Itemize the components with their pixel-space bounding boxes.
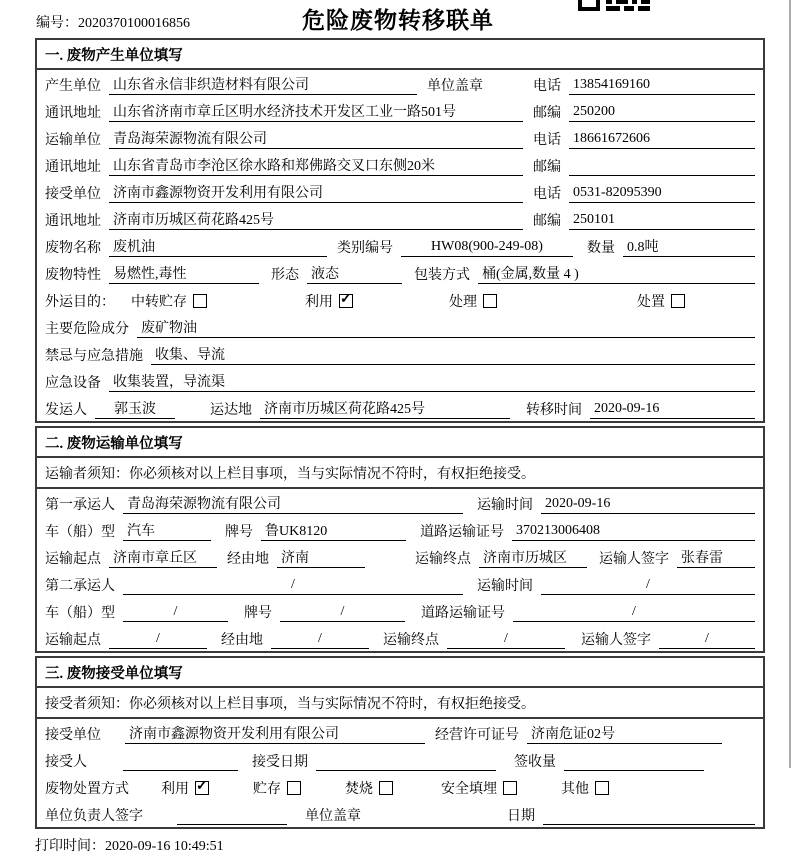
row-first-carrier: [37, 489, 763, 516]
producer-unit-label: 产生单位: [45, 79, 101, 94]
route-via-label: 经由地: [221, 633, 263, 648]
form-value: 液态: [307, 263, 402, 284]
disposal-option-other: [561, 778, 609, 798]
checkbox-icon: [193, 294, 207, 308]
row-route-2: [37, 624, 763, 651]
checkbox-label: 利用: [161, 782, 189, 797]
disposal-option-utilize: [161, 778, 209, 798]
checkbox-label: 处置: [637, 295, 665, 310]
row-precautions: [37, 340, 763, 367]
route-start-value: 济南市章丘区: [109, 547, 217, 568]
print-time: [35, 835, 796, 855]
second-transport-time-value: /: [541, 577, 755, 595]
responsible-signature-label: 单位负责人签字: [45, 809, 143, 824]
disposal-option-landfill: [441, 778, 517, 798]
waste-name-value: 废机油: [109, 236, 327, 257]
unit-seal-label: 单位盖章: [305, 809, 361, 824]
checkbox-icon: [195, 781, 209, 795]
row-receiving-unit: [37, 719, 763, 746]
checkbox-icon: [595, 781, 609, 795]
print-time-label: 打印时间：: [35, 839, 105, 854]
row-waste-name: [37, 232, 763, 259]
responsible-signature-value: [177, 807, 287, 825]
main-hazard-label: 主要危险成分: [45, 322, 129, 337]
packaging-label: 包装方式: [414, 268, 470, 283]
operating-license-value: 济南危证02号: [527, 723, 722, 744]
phone-label: 电话: [533, 79, 561, 94]
destination-value: 济南市历城区荷花路425号: [260, 398, 510, 419]
second-carrier-label: 第二承运人: [45, 579, 115, 594]
transport-time-value: 2020-09-16: [541, 496, 755, 514]
date-label: 日期: [507, 809, 535, 824]
manifest-number-value: 2020370100016856: [78, 16, 190, 31]
transfer-time-value: 2020-09-16: [590, 401, 755, 419]
zip-label: 邮编: [533, 214, 561, 229]
checkbox-label: 处理: [449, 295, 477, 310]
qr-code-partial-icon: [578, 0, 656, 11]
checkbox-icon: [379, 781, 393, 795]
carrier-signature-2-value: /: [659, 631, 755, 649]
checkbox-icon: [671, 294, 685, 308]
row-shipper: [37, 394, 763, 421]
carrier-signature-label: 运输人签字: [581, 633, 651, 648]
zip-label: 邮编: [533, 160, 561, 175]
quantity-value: 0.8吨: [623, 236, 755, 257]
document-header: [0, 0, 796, 38]
purpose-option-dispose: [637, 291, 685, 311]
plate-label: 牌号: [244, 606, 272, 621]
row-waste-properties: [37, 259, 763, 286]
receive-zip-value: 250101: [569, 212, 755, 230]
date-value: [543, 807, 755, 825]
receiving-unit-label: 接受单位: [45, 728, 101, 743]
row-transfer-purpose: [37, 286, 763, 313]
checkbox-label: 焚烧: [345, 782, 373, 797]
second-carrier-value: /: [123, 577, 463, 595]
transport-phone-value: 18661672606: [569, 131, 755, 149]
checkbox-icon: [503, 781, 517, 795]
transport-time-label: 运输时间: [477, 579, 533, 594]
row-receive-address: [37, 205, 763, 232]
vehicle-type-label: 车（船）型: [45, 525, 115, 540]
section-receiver: [35, 656, 765, 829]
route-via-label: 经由地: [227, 552, 269, 567]
received-quantity-label: 签收量: [514, 755, 556, 770]
transporter-notice: 运输者须知：你必须核对以上栏目事项，当与实际情况不符时，有权拒绝接受。: [37, 458, 763, 489]
transfer-purpose-label: 外运目的：: [45, 295, 115, 310]
row-producer-address: [37, 97, 763, 124]
vehicle-type-2-value: /: [123, 604, 228, 622]
producer-phone-value: 13854169160: [569, 77, 755, 95]
packaging-value: 桶(金属,数量 4 ): [478, 263, 755, 284]
row-vehicle-2: [37, 597, 763, 624]
route-start-label: 运输起点: [45, 552, 101, 567]
form-label: 形态: [271, 268, 299, 283]
row-responsible-signature: [37, 800, 763, 827]
first-carrier-value: 青岛海荣源物流有限公司: [123, 493, 463, 514]
row-producer-unit: [37, 70, 763, 97]
checkbox-icon: [287, 781, 301, 795]
route-start-label: 运输起点: [45, 633, 101, 648]
row-route-1: [37, 543, 763, 570]
zip-label: 邮编: [533, 106, 561, 121]
waste-properties-label: 废物特性: [45, 268, 101, 283]
disposal-method-label: 废物处置方式: [45, 782, 129, 797]
checkbox-label: 中转贮存: [131, 295, 187, 310]
row-transport-address: [37, 151, 763, 178]
route-via-value: 济南: [277, 547, 365, 568]
section-transporter: [35, 426, 765, 653]
row-main-hazard: [37, 313, 763, 340]
acceptor-label: 接受人: [45, 755, 87, 770]
manifest-number-label: 编号：: [36, 16, 78, 31]
plate-value: 鲁UK8120: [261, 520, 406, 541]
row-disposal-method: [37, 773, 763, 800]
vehicle-type-value: 汽车: [123, 520, 211, 541]
transport-unit-value: 青岛海荣源物流有限公司: [109, 128, 523, 149]
road-license-label: 道路运输证号: [420, 525, 504, 540]
category-code-label: 类别编号: [337, 241, 393, 256]
route-end-label: 运输终点: [383, 633, 439, 648]
quantity-label: 数量: [587, 241, 615, 256]
address-label: 通讯地址: [45, 106, 101, 121]
purpose-option-transfer-storage: [131, 291, 207, 311]
disposal-option-storage: [253, 778, 301, 798]
checkbox-label: 其他: [561, 782, 589, 797]
row-acceptor: [37, 746, 763, 773]
transport-address-value: 山东省青岛市李沧区徐水路和郑佛路交叉口东侧20米: [109, 155, 523, 176]
emergency-equipment-value: 收集装置，导流渠: [109, 371, 755, 392]
row-vehicle-1: [37, 516, 763, 543]
checkbox-icon: [483, 294, 497, 308]
route-start-2-value: /: [109, 631, 207, 649]
print-time-value: 2020-09-16 10:49:51: [105, 839, 224, 854]
section-receiver-header: 三. 废物接受单位填写: [37, 658, 763, 688]
row-emergency-equipment: [37, 367, 763, 394]
transfer-time-label: 转移时间: [526, 403, 582, 418]
road-license-2-value: /: [513, 604, 755, 622]
phone-label: 电话: [533, 187, 561, 202]
receive-unit-value: 济南市鑫源物资开发利用有限公司: [109, 182, 523, 203]
transport-zip-value: [569, 158, 755, 176]
receiver-notice: 接受者须知：你必须核对以上栏目事项，当与实际情况不符时，有权拒绝接受。: [37, 688, 763, 719]
receive-phone-value: 0531-82095390: [569, 185, 755, 203]
accept-date-value: [316, 753, 496, 771]
section-producer: [35, 38, 765, 423]
address-label: 通讯地址: [45, 160, 101, 175]
page-right-edge: [789, 0, 791, 768]
precautions-label: 禁忌与应急措施: [45, 349, 143, 364]
destination-label: 运达地: [210, 403, 252, 418]
road-license-value: 370213006408: [512, 523, 755, 541]
acceptor-value: [123, 753, 238, 771]
section-producer-header: 一. 废物产生单位填写: [37, 40, 763, 70]
shipper-value: 郭玉波: [95, 398, 175, 419]
purpose-option-utilize: [305, 291, 353, 311]
carrier-signature-value: 张春雷: [677, 547, 755, 568]
section-transporter-header: 二. 废物运输单位填写: [37, 428, 763, 458]
vehicle-type-label: 车（船）型: [45, 606, 115, 621]
purpose-option-treat: [449, 291, 497, 311]
row-transport-unit: [37, 124, 763, 151]
first-carrier-label: 第一承运人: [45, 498, 115, 513]
page-title: 危险废物转移联单: [302, 8, 494, 33]
producer-unit-value: 山东省永信非织造材料有限公司: [109, 74, 417, 95]
emergency-equipment-label: 应急设备: [45, 376, 101, 391]
accept-date-label: 接受日期: [252, 755, 308, 770]
phone-label: 电话: [533, 133, 561, 148]
disposal-option-incinerate: [345, 778, 393, 798]
checkbox-label: 利用: [305, 295, 333, 310]
receive-unit-label: 接受单位: [45, 187, 101, 202]
carrier-signature-label: 运输人签字: [599, 552, 669, 567]
checkbox-icon: [339, 294, 353, 308]
producer-address-value: 山东省济南市章丘区明水经济技术开发区工业一路501号: [109, 101, 523, 122]
waste-properties-value: 易燃性,毒性: [109, 263, 259, 284]
precautions-value: 收集、导流: [151, 344, 755, 365]
receive-address-value: 济南市历城区荷花路425号: [109, 209, 523, 230]
waste-name-label: 废物名称: [45, 241, 101, 256]
route-end-label: 运输终点: [415, 552, 471, 567]
checkbox-label: 安全填埋: [441, 782, 497, 797]
plate-2-value: /: [280, 604, 405, 622]
seal-label: 单位盖章: [427, 79, 483, 94]
road-license-label: 道路运输证号: [421, 606, 505, 621]
row-receive-unit: [37, 178, 763, 205]
shipper-label: 发运人: [45, 403, 87, 418]
checkbox-label: 贮存: [253, 782, 281, 797]
received-quantity-value: [564, 753, 704, 771]
row-second-carrier: [37, 570, 763, 597]
receiving-unit-value: 济南市鑫源物资开发利用有限公司: [125, 723, 425, 744]
route-via-2-value: /: [271, 631, 369, 649]
main-hazard-value: 废矿物油: [137, 317, 755, 338]
producer-zip-value: 250200: [569, 104, 755, 122]
transport-time-label: 运输时间: [477, 498, 533, 513]
address-label: 通讯地址: [45, 214, 101, 229]
route-end-2-value: /: [447, 631, 565, 649]
route-end-value: 济南市历城区: [479, 547, 587, 568]
category-code-value: HW08(900-249-08): [401, 239, 573, 257]
operating-license-label: 经营许可证号: [435, 728, 519, 743]
transport-unit-label: 运输单位: [45, 133, 101, 148]
plate-label: 牌号: [225, 525, 253, 540]
